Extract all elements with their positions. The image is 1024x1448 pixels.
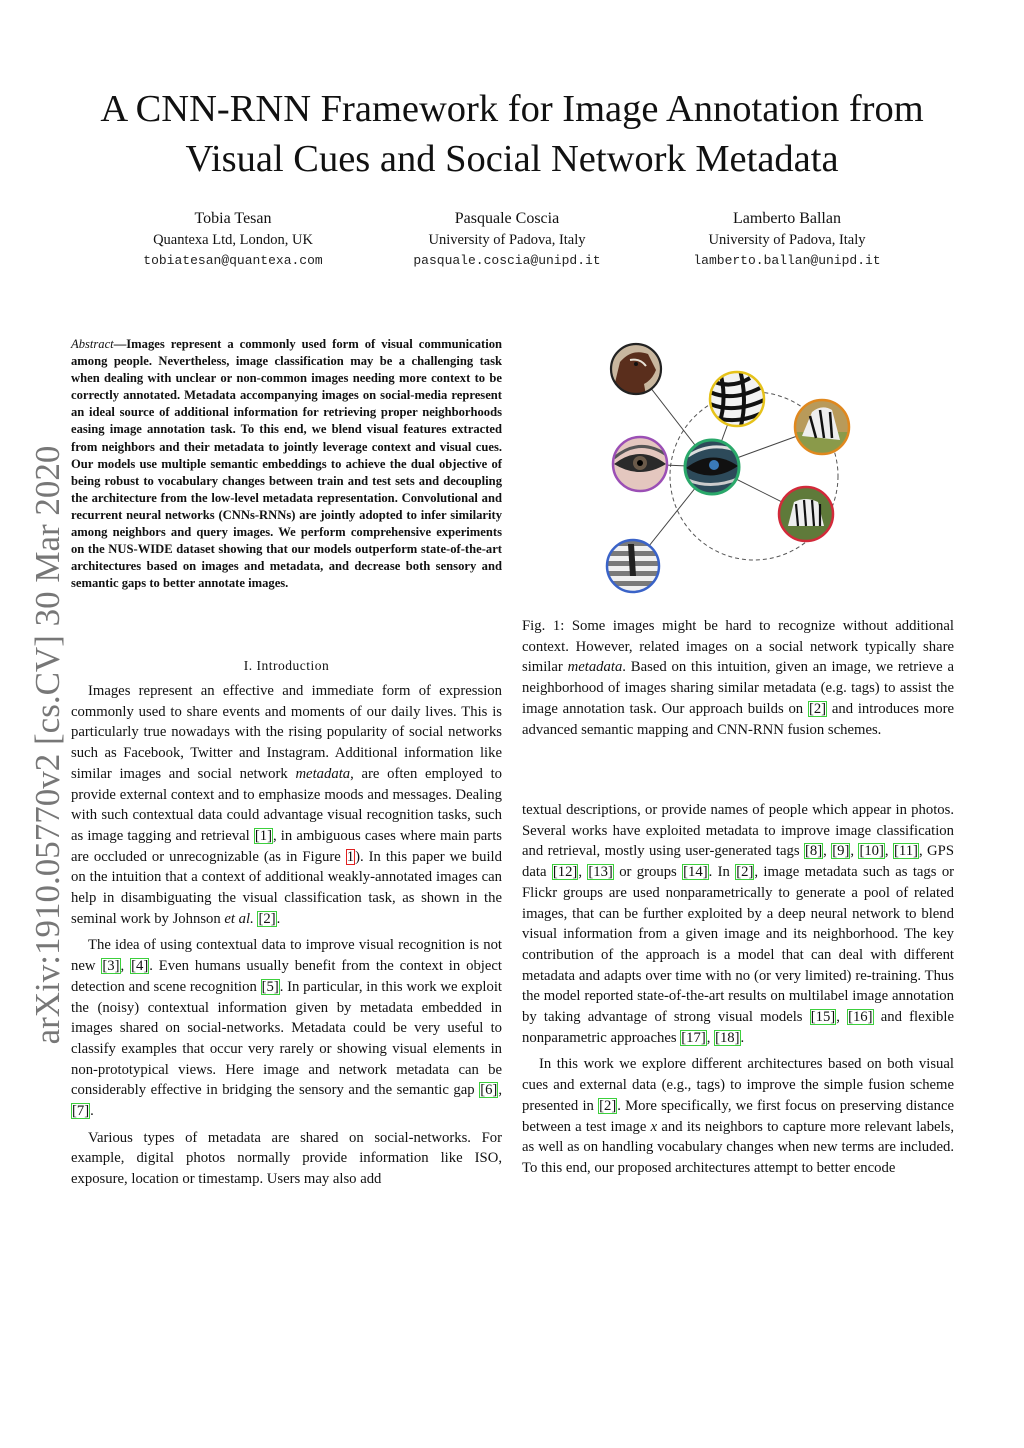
paragraph: textual descriptions, or provide names of people which appear in photos. Several works have exploited metadata to improve image classification and retrieval, mostly using user-generated tags [8], [9], [10], [11], GPS data [12], [13] or groups [14]. In [2], image metadata such as tags or Flickr groups are used nonparametrically to generate a pool of related images, that can be further exploited by a deep neural network to blend visual information from a given image and its neighborhood. The key contribution of the approach is a model that can deal with different metadata and adapts over time with no (or very limited) re-training. Thus the model reported state-of-the-art results on multilabel image annotation by taking advantage of strong visual models [15], [16] and flexible nonparametric approaches [17], [18]. xyxy=(522,802,955,1046)
citation-link[interactable]: [1] xyxy=(254,827,272,844)
citation-link[interactable]: [11] xyxy=(894,843,918,860)
right-column-body xyxy=(522,800,954,1185)
abstract-text: Images represent a commonly used form of visual communication among people. Nevertheless, image classification may be a challenging task when dealing with unclear or non-common images needing more context to be correctly annotated. Metadata accompanying images on social-media represent an ideal source of additional information for retrieving proper neighborhoods easing image annotation task. To this end, we blend visual features extracted from neighbors and their metadata to jointly leverage context and visual cues. Our models use multiple semantic embeddings to achieve the dual objective of being robust to vocabulary changes between train and test sets and decoupling the architecture from the low-level metadata representation. Convolutional and recurrent neural networks (CNNs-RNNs) are jointly adopted to infer similarity among neighbors and query images. We perform comprehensive experiments on the NUS-WIDE dataset showing that our models outperform state-of-the-art architectures based on images and metadata, and decrease both sensory and semantic gaps to better annotate images. xyxy=(71,337,502,591)
citation-link[interactable]: [2] xyxy=(736,864,754,881)
citation-link[interactable]: [10] xyxy=(859,843,884,860)
figure-1-illustration xyxy=(590,340,890,600)
author-block xyxy=(88,208,378,271)
figure-label: Fig. 1: xyxy=(522,618,565,634)
author-email[interactable]: lamberto.ballan@unipd.it xyxy=(693,253,881,268)
eye-image xyxy=(610,434,670,494)
zebra-yellow-image xyxy=(708,370,766,430)
citation-link[interactable]: [18] xyxy=(715,1029,740,1046)
caption-italic: metadata xyxy=(567,659,623,676)
citation-link[interactable]: [12] xyxy=(552,864,578,881)
citation-link[interactable]: [2] xyxy=(808,700,827,717)
section-number: I. xyxy=(243,658,253,673)
author-block xyxy=(362,208,652,271)
figure-1-caption xyxy=(522,616,954,740)
paper-title: A CNN-RNN Framework for Image Annotation from Visual Cues and Social Network Metadata xyxy=(100,88,924,180)
horse-image xyxy=(610,343,662,395)
citation-link[interactable]: [17] xyxy=(681,1029,706,1046)
left-column-body xyxy=(71,681,502,1196)
zebra-red-image xyxy=(777,485,835,543)
citation-link[interactable]: [16] xyxy=(848,1009,873,1026)
crosswalk-image xyxy=(606,540,662,596)
citation-link[interactable]: [13] xyxy=(588,864,613,881)
zebra-orange-image xyxy=(793,398,851,456)
section-heading xyxy=(71,657,502,675)
caption-text: Some images might be hard to recognize without additional context. However, related images on a social network typically share similar xyxy=(522,618,954,676)
author-email[interactable]: pasquale.coscia@unipd.it xyxy=(413,253,601,268)
author-email[interactable]: tobiatesan@quantexa.com xyxy=(143,253,323,268)
author-affiliation: Quantexa Ltd, London, UK xyxy=(153,232,313,248)
author-affiliation: University of Padova, Italy xyxy=(708,232,866,248)
author-name: Pasquale Coscia xyxy=(454,210,560,227)
arxiv-identifier: arXiv:1910.05770v2 [cs.CV] 30 Mar 2020 xyxy=(28,445,67,1045)
citation-link[interactable]: [9] xyxy=(832,843,850,860)
author-block xyxy=(642,208,932,271)
citation-link[interactable]: [7] xyxy=(72,1103,90,1120)
section-title: Introduction xyxy=(256,658,330,673)
citation-link[interactable]: [2] xyxy=(258,910,276,927)
caption-text: . Based on this intuition, given an image, we retrieve a neighborhood of images sharing similar metadata (e.g. tags) to assist the image annotation task. Our approach builds on xyxy=(522,659,955,717)
paragraph: Images represent an effective and immediate form of expression commonly used to share events and moments of our daily lives. This is particularly true nowadays with the rising popularity of social networks such as Facebook, Twitter and Instagram. Additional information like similar images and social network metadata, are often employed to provide external context and to emphasize moods and messages. Dealing with such contextual data could advantage visual recognition tasks, such as image tagging and retrieval [1], in ambiguous cases where main parts are occluded or unrecognizable (as in Figure 1). In this paper we build on the intuition that a context of additional weakly-annotated images can help in disambiguating the visual classification task, as shown in the seminal work by Johnson et al. [2]. xyxy=(71,683,503,927)
author-affiliation: University of Padova, Italy xyxy=(428,232,586,248)
author-name: Lamberto Ballan xyxy=(733,210,841,227)
citation-link[interactable]: [14] xyxy=(683,864,708,881)
abstract-label: Abstract xyxy=(71,337,114,351)
citation-link[interactable]: [15] xyxy=(810,1009,836,1026)
caption-text: and introduces more advanced semantic mapping and CNN-RNN fusion schemes. xyxy=(522,700,954,738)
abstract: Abstract—Images represent a commonly used form of visual communication among people. Nevertheless, image classification may be a challenging task when dealing with unclear or non-common images needing more context to be correctly annotated. Metadata accompanying images on social-media represent an ideal source of additional information for retrieving proper neighborhoods easing image annotation task. To this end, we blend visual features extracted from neighbors and their metadata to jointly leverage context and visual cues. Our models use multiple semantic embeddings to achieve the dual objective of being robust to vocabulary changes between train and test sets and decoupling the architecture from the low-level metadata representation. Convolutional and recurrent neural networks (CNNs-RNNs) are jointly adopted to infer similarity among neighbors and query images. We perform comprehensive experiments on the NUS-WIDE dataset showing that our models outperform state-of-the-art architectures based on images and metadata, and decrease both sensory and semantic gaps to better annotate images. xyxy=(71,337,502,591)
paragraph: The idea of using contextual data to improve visual recognition is not new [3], [4]. Even humans usually benefit from the context in object detection and scene recognition [5]. In particular, in this work we exploit the (noisy) contextual information given by metadata embedded in images shared on social-networks. Metadata could be very useful to classify examples that occur very rarely or showing visual elements in non-prototypical views. Here image and network metadata can be considerably effective in bridging the sensory and the semantic gap [6], [7]. xyxy=(71,937,503,1120)
paragraph: In this work we explore different architectures based on both visual cues and external data (e.g., tags) to improve the simple fusion scheme presented in [2]. More specifically, we first focus on preserving distance between a test image x and its neighbors to capture more relevant labels, as well as on handling vocabulary changes when new terms are included. To this end, our proposed architectures attempt to better encode xyxy=(522,1056,955,1176)
citation-link[interactable]: [8] xyxy=(804,843,823,860)
author-name: Tobia Tesan xyxy=(194,210,272,227)
citation-link[interactable]: [6] xyxy=(480,1082,498,1099)
query-image xyxy=(683,438,741,496)
citation-link[interactable]: [3] xyxy=(102,958,120,975)
figure-link[interactable]: 1 xyxy=(346,848,355,865)
citation-link[interactable]: [4] xyxy=(131,958,149,975)
citation-link[interactable]: [2] xyxy=(599,1097,617,1114)
paragraph: Various types of metadata are shared on social-networks. For example, digital photos normally provide information like ISO, exposure, location or timestamp. Users may also add xyxy=(71,1129,502,1188)
citation-link[interactable]: [5] xyxy=(261,978,279,995)
